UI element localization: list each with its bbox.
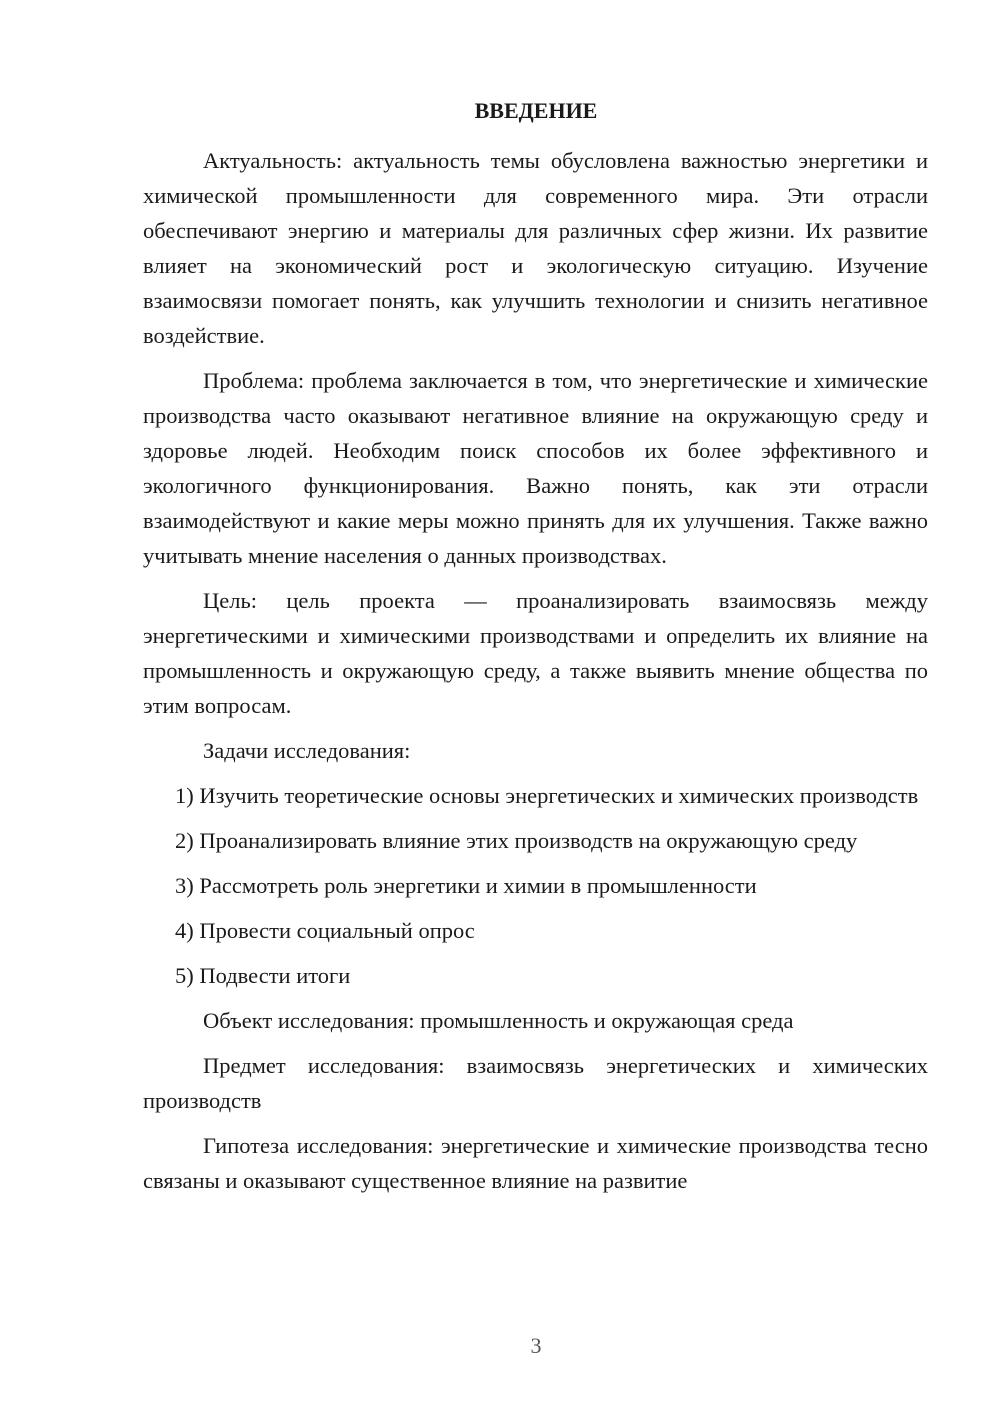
page-number: 3: [530, 1333, 542, 1358]
paragraph-hypothesis: Гипотеза исследования: энергетические и химические производства тесно связаны и оказывают существенное влияние на развитие: [143, 1133, 928, 1193]
task-item-2: 2) Проанализировать влияние этих производств на окружающую среду: [175, 828, 858, 853]
task-item-4: 4) Провести социальный опрос: [175, 918, 475, 943]
paragraph-subject: Предмет исследования: взаимосвязь энергетических и химических производств: [143, 1053, 928, 1113]
paragraph-object: Объект исследования: промышленность и окружающая среда: [203, 1008, 794, 1033]
paragraph-tasks-heading: Задачи исследования:: [203, 738, 411, 763]
page-title: ВВЕДЕНИЕ: [474, 98, 598, 123]
task-item-1: 1) Изучить теоретические основы энергетических и химических производств: [175, 783, 919, 808]
task-item-5: 5) Подвести итоги: [175, 963, 351, 988]
document-body: [143, 143, 928, 1198]
paragraph-problem: Проблема: проблема заключается в том, что энергетические и химические производства часто оказывают негативное влияние на окружающую среду и здоровье людей. Необходим поиск способов их более эффективного и экологичного функционирования. Важно понять, как эти отрасли взаимодействуют и какие меры можно принять для их улучшения. Также важно учитывать мнение населения о данных производствах.: [143, 368, 928, 568]
paragraph-relevance: Актуальность: актуальность темы обусловлена важностью энергетики и химической промышленности для современного мира. Эти отрасли обеспечивают энергию и материалы для различных сфер жизни. Их развитие влияет на экономический рост и экологическую ситуацию. Изучение взаимосвязи помогает понять, как улучшить технологии и снизить негативное воздействие.: [143, 148, 928, 348]
task-item-3: 3) Рассмотреть роль энергетики и химии в промышленности: [175, 873, 757, 898]
paragraph-goal: Цель: цель проекта — проанализировать взаимосвязь между энергетическими и химическими производствами и определить их влияние на промышленность и окружающую среду, а также выявить мнение общества по этим вопросам.: [143, 588, 928, 718]
